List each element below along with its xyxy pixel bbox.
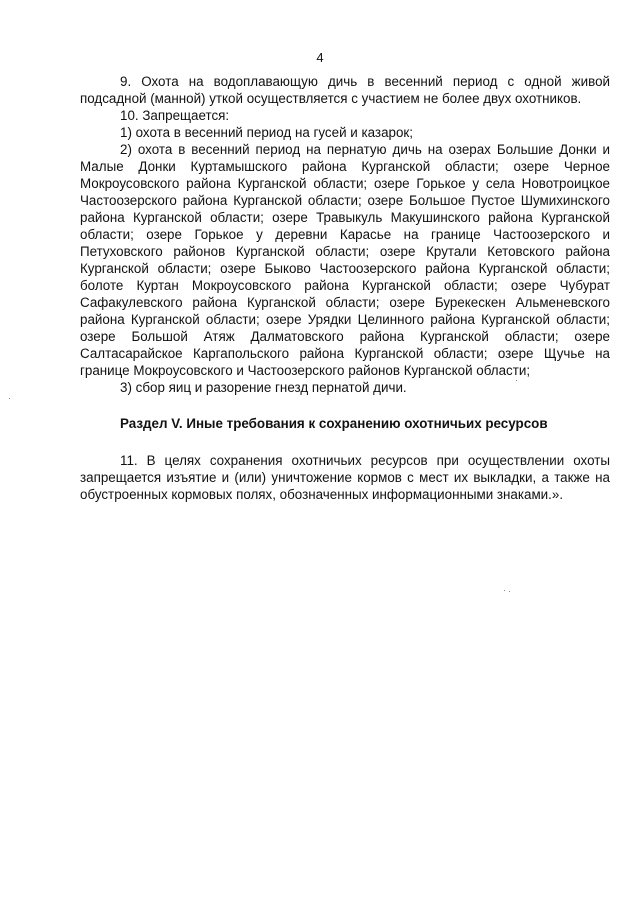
paragraph-10-item-1: 1) охота в весенний период на гусей и казарок; [120,125,413,140]
paragraph-10-item-3: 3) сбор яиц и разорение гнезд пернатой дичи. [120,380,407,395]
scan-speck [509,591,510,592]
section-heading: Раздел V. Иные требования к сохранению охотничьих ресурсов [120,416,548,431]
paragraph-9: 9. Охота на водоплавающую дичь в весенний период с одной живой подсадной (манной) уткой осуществляется с участием не более двух охотников. [80,74,610,106]
document-body [80,73,610,503]
paragraph-10-item-2: 2) охота в весенний период на пернатую дичь на озерах Большие Донки и Малые Донки Куртамышского района Курганской области; озере Черное Мокроусовского района Курганской области; озере Горькое у села Новотроицкое Частоозерского района Курганской области; озере Большое Пустое Шумихинского района Курганской области; озере Травыкуль Макушинского района Курганской области; озере Горькое у деревни Карасье на границе Частоозерского и Петуховского районов Курганской области; озере Крутали Кетовского района Курганской области; озере Быково Частоозерского района Курганской области; болоте Куртан Мокроусовского района Курганской области; озере Чубурат Сафакулевского района Курганской области; озере Бурекескен Альменевского района Курганской области; озере Урядки Целинного района Курганской области; озере Большой Атяж Далматовского района Курганской области; озере Салтасарайское Каргапольского района Курганской области; озере Щучье на границе Мокроусовского и Частоозерского районов Курганской области; [80,142,610,378]
page-number: 4 [316,50,324,65]
scan-speck [9,398,10,399]
scan-speck [504,590,505,591]
scan-speck [516,380,517,381]
paragraph-11: 11. В целях сохранения охотничьих ресурсов при осуществлении охоты запрещается изъятие и (или) уничтожение кормов с мест их выкладки, а также на обустроенных кормовых полях, обозначенных информационными знаками.». [80,453,610,502]
paragraph-10: 10. Запрещается: [120,108,230,123]
